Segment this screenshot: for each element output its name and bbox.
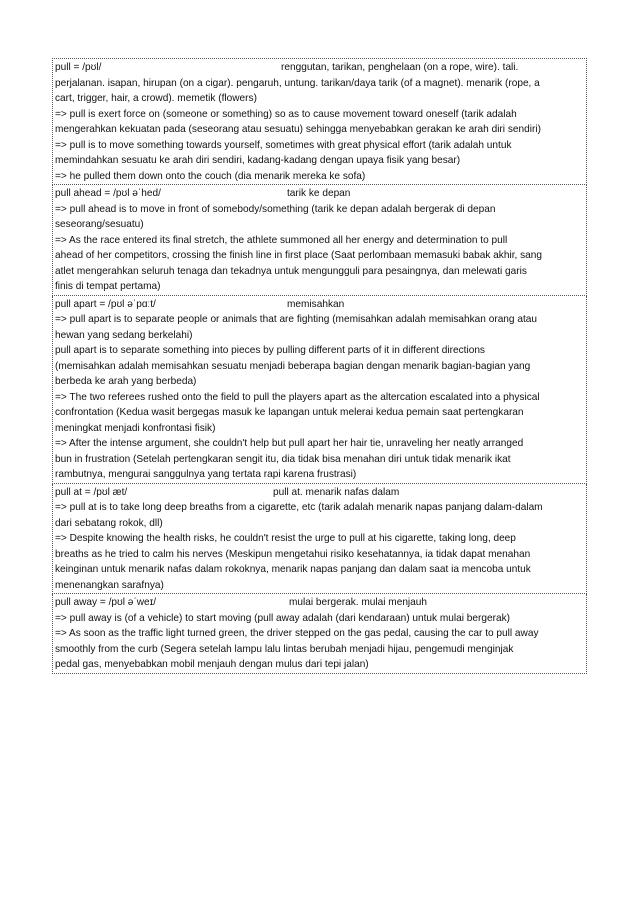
entry-term: pull away = /pʊl əˈweɪ/: [55, 597, 157, 608]
entry-line: pull apart is to separate something into pieces by pulling different parts of it in different directions: [55, 345, 485, 356]
entry-line: => As the race entered its final stretch, the athlete summoned all her energy and determination to pull: [55, 234, 508, 246]
entry-line: rambutnya, mengurai sanggulnya yang tertata rapi karena frustrasi): [55, 469, 357, 480]
entry-line: dari sebatang rokok, dll): [55, 517, 163, 529]
entry-line: => After the intense argument, she couldn't help but pull apart her hair tie, unraveling her neatly arranged: [55, 438, 524, 449]
entry-line: => pull at is to take long deep breaths from a cigarette, etc (tarik adalah menarik napas panjang dalam-dalam: [55, 502, 543, 513]
entry-line: confrontation (Kedua wasit bergegas masuk ke lapangan untuk melerai kedua pemain saat pertengkaran: [55, 407, 524, 418]
entry-headword: [55, 595, 584, 611]
entry-headword: [55, 60, 584, 76]
entry-box: [52, 185, 587, 296]
entry-line: perjalanan. isapan, hirupan (on a cigar). pengaruh, untung. tarikan/daya tarik (of a magnet). menarik (rope, a: [55, 77, 540, 89]
entry-line: => pull away is (of a vehicle) to start moving (pull away adalah (dari kendaraan) untuk mulai bergerak): [55, 612, 511, 624]
entry-box: [52, 58, 587, 185]
entry-headword: [55, 186, 584, 202]
entry-line: mengerahkan kekuatan pada (seseorang atau sesuatu) sehingga menyebabkan gerakan ke arah diri sendiri): [55, 124, 541, 135]
entry-line: breaths as he tried to calm his nerves (Meskipun mengetahui risiko kesehatannya, ia tidak dapat menahan: [55, 548, 531, 560]
entry-line: keinginan untuk menarik nafas dalam rokoknya, menarik napas panjang dan dalam saat ia mencoba untuk: [55, 564, 531, 575]
entry-line: berbeda ke arah yang berbeda): [55, 376, 197, 387]
entry-line: memindahkan sesuatu ke arah diri sendiri, kadang-kadang dengan upaya fisik yang besar): [55, 155, 461, 166]
entry-term: pull apart = /pʊl əˈpɑːt/: [55, 298, 156, 310]
entry-line: bun in frustration (Setelah pertengkaran sengit itu, dia tidak bisa menahan diri untuk tidak menarik ikat: [55, 453, 511, 465]
entry-line: hewan yang sedang berkelahi): [55, 329, 193, 341]
entry-line: seseorang/sesuatu): [55, 219, 144, 230]
entry-line: cart, trigger, hair, a crowd). memetik (flowers): [55, 93, 257, 104]
entry-meaning: mulai bergerak. mulai menjauh: [289, 597, 428, 608]
entry-meaning: renggutan, tarikan, penghelaan (on a rope, wire). tali.: [281, 62, 519, 73]
entry-line: meningkat menjadi konfrontasi fisik): [55, 422, 216, 434]
entry-line: => pull is to move something towards yourself, sometimes with great physical effort (tarik adalah untuk: [55, 139, 512, 151]
entry-line: => pull ahead is to move in front of somebody/something (tarik ke depan adalah bergerak di depan: [55, 203, 496, 215]
entry-line: => The two referees rushed onto the field to pull the players apart as the altercation escalated into a physical: [55, 391, 540, 403]
entry-meaning: tarik ke depan: [287, 188, 351, 199]
entry-box: [52, 594, 587, 674]
entry-line: => pull is exert force on (someone or something) so as to cause movement toward oneself (tarik adalah: [55, 108, 517, 120]
entry-line: => Despite knowing the health risks, he couldn't resist the urge to pull at his cigarette, taking long, deep: [55, 533, 516, 544]
entry-line: atlet mengerahkan seluruh tenaga dan tekadnya untuk mengungguli para pesaingnya, dan melewati garis: [55, 265, 527, 277]
entry-headword: [55, 485, 584, 501]
entry-line: ahead of her competitors, crossing the finish line in first place (Saat perlombaan memasuki babak akhir, sang: [55, 250, 542, 261]
entry-meaning: pull at. menarik nafas dalam: [273, 486, 400, 498]
entry-line: => As soon as the traffic light turned green, the driver stepped on the gas pedal, causing the car to pull away: [55, 628, 539, 639]
dictionary-page: [52, 58, 587, 674]
entry-term: pull = /pʊl/: [55, 62, 102, 73]
entry-line: => pull apart is to separate people or animals that are fighting (memisahkan adalah memisahkan orang atau: [55, 314, 537, 325]
entry-term: pull ahead = /pʊl əˈhed/: [55, 188, 161, 199]
entry-term: pull at = /pʊl æt/: [55, 486, 128, 498]
entry-box: [52, 296, 587, 484]
entry-meaning: memisahkan: [287, 298, 345, 310]
entry-line: => he pulled them down onto the couch (dia menarik mereka ke sofa): [55, 170, 366, 182]
entry-line: smoothly from the curb (Segera setelah lampu lalu lintas berubah menjadi hijau, pengemudi menginjak: [55, 643, 514, 655]
entry-line: (memisahkan adalah memisahkan sesuatu menjadi beberapa bagian dengan menarik bagian-bagian yang: [55, 360, 531, 372]
entry-line: menenangkan sarafnya): [55, 579, 164, 591]
entry-box: [52, 484, 587, 595]
entry-line: pedal gas, menyebabkan mobil menjauh dengan mulus dari tepi jalan): [55, 659, 369, 670]
entry-line: finis di tempat pertama): [55, 281, 161, 292]
entry-headword: [55, 297, 584, 313]
